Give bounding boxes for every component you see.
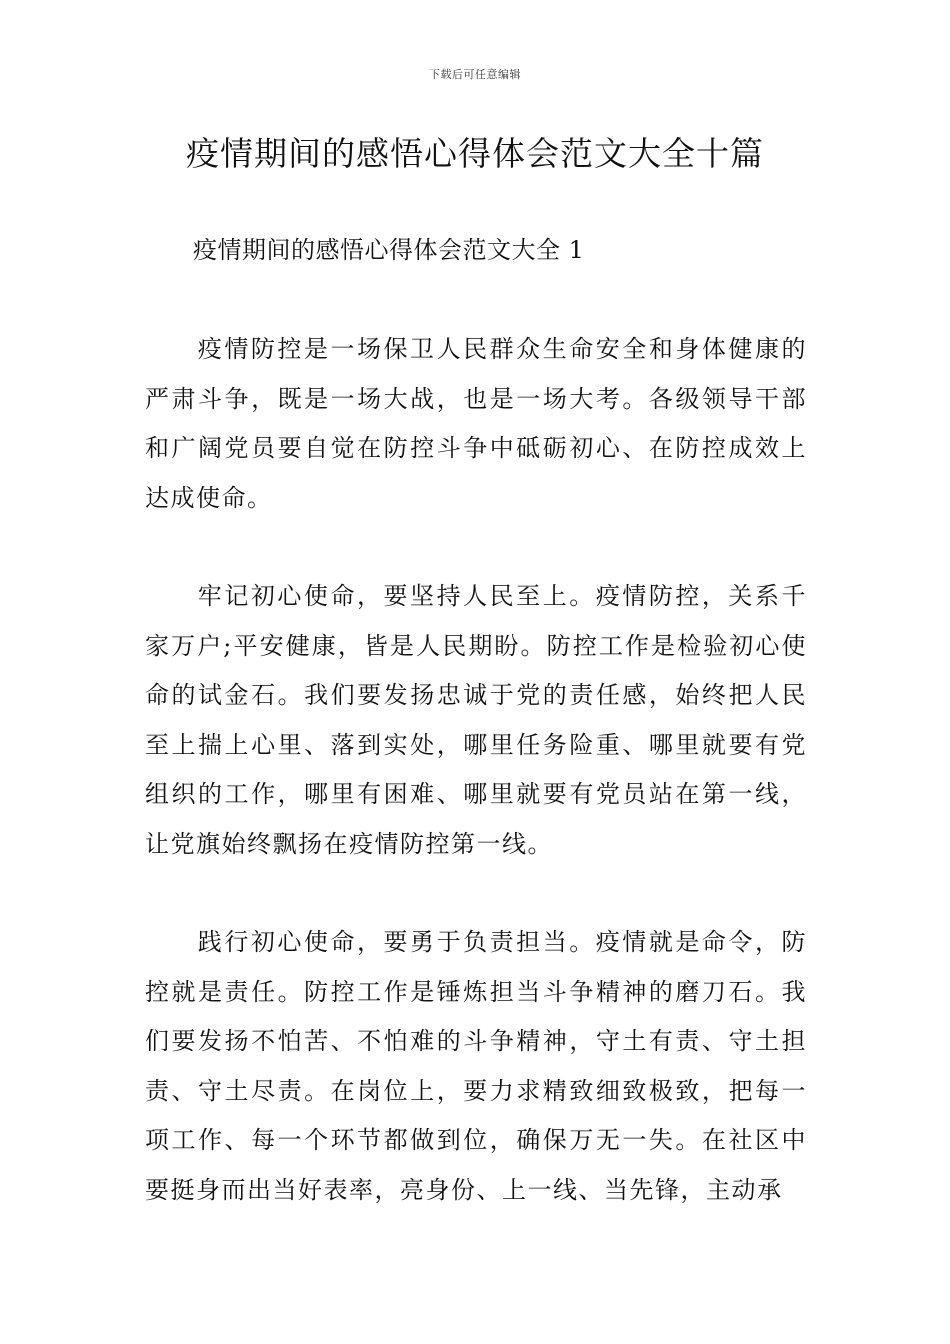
- document-title: 疫情期间的感悟心得体会范文大全十篇: [186, 134, 764, 173]
- document-body: [145, 225, 807, 1264]
- paragraph-3: 践行初心使命，要勇于负责担当。疫情就是命令，防控就是责任。防控工作是锤炼担当斗争精神的磨刀石。我们要发扬不怕苦、不怕难的斗争精神，守土有责、守土担责、守土尽责。在岗位上，要力求精致细致极致，把每一项工作、每一个环节都做到位，确保万无一失。在社区中要挺身而出当好表率，亮身份、上一线、当先锋，主动承: [145, 928, 807, 1204]
- header-note: 下载后可任意编辑: [429, 68, 521, 81]
- section-heading: 疫情期间的感悟心得体会范文大全 1: [193, 236, 585, 264]
- paragraph-1: 疫情防控是一场保卫人民群众生命安全和身体健康的严肃斗争，既是一场大战，也是一场大考。各级领导干部和广阔党员要自觉在防控斗争中砥砺初心、在防控成效上达成使命。: [145, 335, 807, 512]
- paragraph-2: 牢记初心使命，要坚持人民至上。疫情防控，关系千家万户;平安健康，皆是人民期盼。防控工作是检验初心使命的试金石。我们要发扬忠诚于党的责任感，始终把人民至上揣上心里、落到实处，哪里任务险重、哪里就要有党组织的工作，哪里有困难、哪里就要有党员站在第一线，让党旗始终飘扬在疫情防控第一线。: [145, 582, 807, 858]
